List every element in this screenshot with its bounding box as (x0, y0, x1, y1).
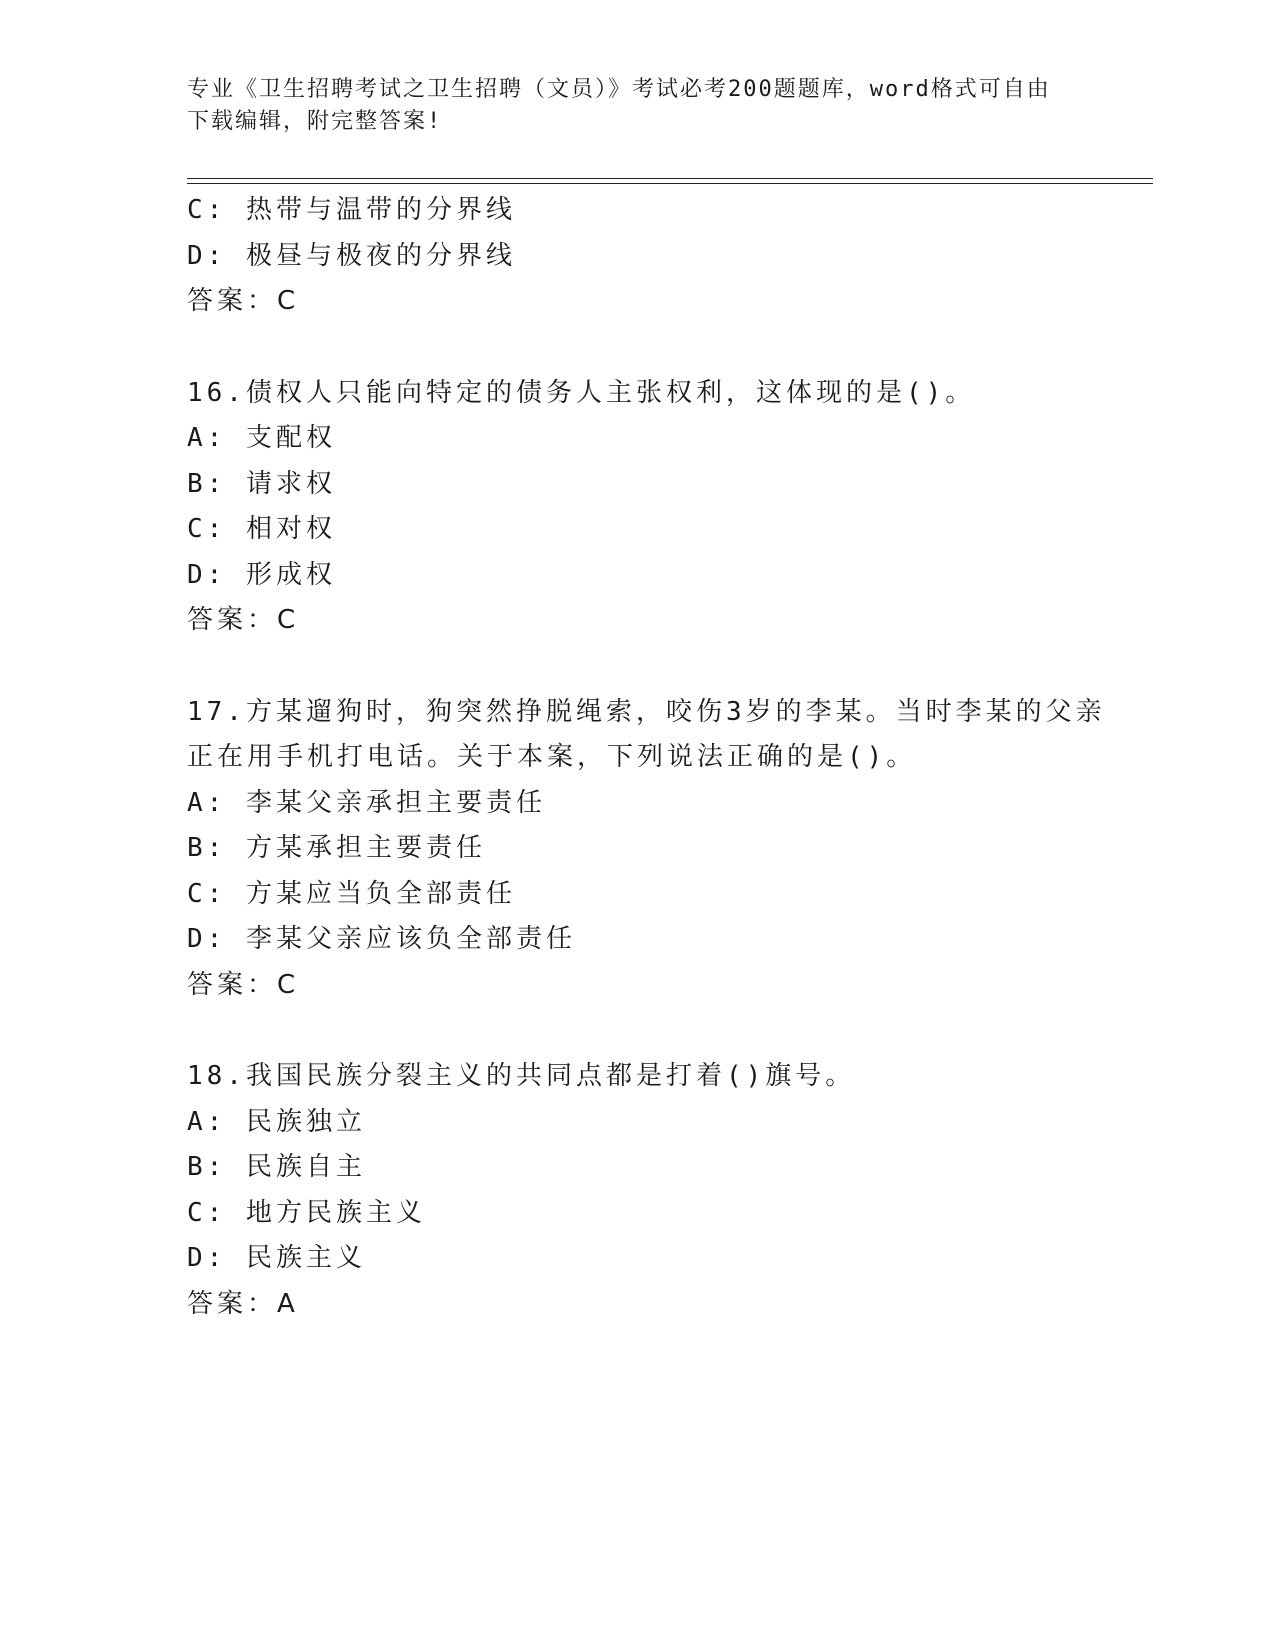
option-c: C: 地方民族主义 (187, 1197, 426, 1228)
option-c: C: 热带与温带的分界线 (187, 195, 516, 225)
option-c: C: 方某应当负全部责任 (187, 878, 516, 909)
answer-line: 答案：C (187, 605, 300, 635)
option-d: D: 李某父亲应该负全部责任 (187, 924, 576, 954)
question-16 (187, 371, 1087, 644)
question-17 (187, 690, 1106, 1009)
question-stem: 17.方某遛狗时，狗突然挣脱绳索，咬伤3岁的李某。当时李某的父亲 (187, 696, 1106, 727)
answer-line: 答案：A (187, 1288, 299, 1319)
option-a: A: 支配权 (187, 423, 336, 453)
option-d: D: 形成权 (187, 559, 336, 590)
header-divider-top (187, 178, 1153, 179)
question-15-tail (187, 188, 1087, 325)
option-b: B: 方某承担主要责任 (187, 833, 486, 863)
question-stem: 18.我国民族分裂主义的共同点都是打着()旗号。 (187, 1061, 856, 1091)
page-header: 专业《卫生招聘考试之卫生招聘（文员）》考试必考200题题库，word格式可自由下载编辑，附完整答案! (187, 77, 1051, 134)
question-stem-continued: 正在用手机打电话。关于本案，下列说法正确的是()。 (187, 742, 917, 772)
answer-line: 答案：C (187, 969, 300, 1000)
question-list (187, 188, 1106, 1327)
option-d: D: 民族主义 (187, 1243, 366, 1273)
option-b: B: 请求权 (187, 468, 336, 499)
answer-line: 答案：C (187, 286, 300, 316)
option-b: B: 民族自主 (187, 1152, 366, 1182)
option-d: D: 极昼与极夜的分界线 (187, 240, 516, 271)
question-18 (187, 1054, 1087, 1327)
header-divider-bottom (187, 183, 1153, 184)
question-stem: 16.债权人只能向特定的债务人主张权利，这体现的是()。 (187, 377, 976, 408)
option-a: A: 民族独立 (187, 1106, 366, 1137)
option-a: A: 李某父亲承担主要责任 (187, 787, 546, 818)
option-c: C: 相对权 (187, 514, 336, 544)
